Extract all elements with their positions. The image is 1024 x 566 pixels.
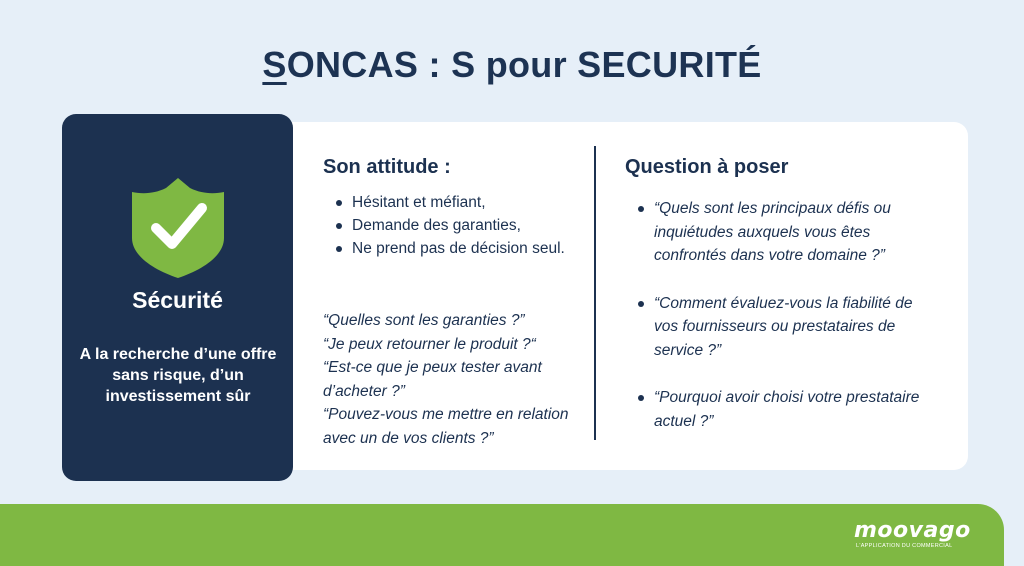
list-item: Demande des garanties,	[330, 214, 575, 237]
brand-logo	[854, 518, 971, 549]
shield-check-icon	[130, 176, 226, 280]
quote-item: “Quelles sont les garanties ?”	[323, 312, 525, 329]
quote-item: “Est-ce que je peux tester avant d’acheter ?”	[323, 359, 542, 400]
page-title	[0, 44, 1024, 86]
quote-item: “Je peux retourner le produit ?“	[323, 335, 536, 353]
profile-heading: Sécurité	[132, 287, 223, 313]
list-item: Ne prend pas de décision seul.	[330, 237, 575, 260]
column-divider	[594, 146, 596, 440]
list-item: “Quels sont les principaux défis ou inquiétudes auxquels vous êtes confrontés dans votre domaine ?”	[636, 197, 936, 268]
title-first-letter: S	[262, 44, 287, 85]
profile-description: A la recherche d’une offre sans risque, d’un investissement sûr	[79, 346, 277, 405]
list-item: “Comment évaluez-vous la fiabilité de vos fournisseurs ou prestataires de service ?”	[636, 292, 936, 363]
attitude-heading: Son attitude :	[323, 156, 451, 178]
attitude-quotes	[323, 309, 583, 450]
questions-heading: Question à poser	[625, 156, 789, 178]
logo-tagline: L'APPLICATION DU COMMERCIAL	[856, 543, 953, 549]
list-item: “Pourquoi avoir choisi votre prestataire actuel ?”	[636, 386, 936, 433]
title-rest: ONCAS : S pour SECURITÉ	[286, 44, 762, 85]
list-item: Hésitant et méfiant,	[330, 191, 575, 214]
attitude-list	[330, 191, 575, 260]
logo-wordmark: moovago	[854, 518, 971, 543]
questions-list	[636, 197, 936, 457]
quote-item: “Pouvez-vous me mettre en relation avec un de vos clients ?”	[323, 406, 569, 447]
